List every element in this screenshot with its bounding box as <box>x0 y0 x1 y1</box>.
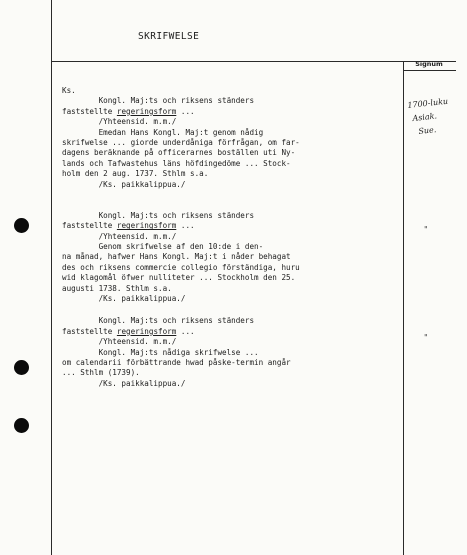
text-line: faststellte regeringsform ... <box>62 326 195 336</box>
signum-header-rule <box>403 70 456 71</box>
text-line: /Yhteensid. m.m./ <box>62 117 177 127</box>
punch-hole-3 <box>14 418 29 433</box>
entry-3 <box>62 316 397 389</box>
text-line: om calendarii förbättrande hwad påske-termin angår <box>62 357 291 367</box>
text-line: /Ks. paikkalippua./ <box>62 378 186 388</box>
underlined-text: regeringsform <box>116 106 177 116</box>
text-line: /Yhteensid. m.m./ <box>62 337 177 347</box>
text-line: skrifwelse ... giorde underdåniga förfrågan, om far- <box>62 137 300 147</box>
punch-hole-2 <box>14 360 29 375</box>
text-line: na månad, hafwer Hans Kongl. Maj:t i nåder behagat <box>62 252 291 262</box>
underlined-text: regeringsform <box>116 221 177 231</box>
left-margin-line <box>51 0 52 555</box>
text-line: Kongl. Maj:ts och riksens ständers <box>62 316 255 326</box>
text-line: wid klagomål öfwer nulliteter ... Stockholm den 25. <box>62 273 296 283</box>
signum-note-1-line-2: Asiak. <box>412 111 438 123</box>
entry-1 <box>62 86 397 190</box>
text-line: des och riksens commercie collegio förständiga, huru <box>62 262 300 272</box>
text-line: faststellte regeringsform ... <box>62 221 195 231</box>
text-line: holm den 2 aug. 1737. Sthlm s.a. <box>62 169 209 179</box>
signum-column-line <box>403 61 404 555</box>
signum-note-1-line-3: Sue. <box>418 125 437 136</box>
text-line: dagens beräknande på officerarnes boställen uti Ny- <box>62 148 296 158</box>
text-line: ... Sthlm (1739). <box>62 368 140 378</box>
entry-2 <box>62 211 397 305</box>
signum-note-3: " <box>424 333 428 342</box>
header-rule <box>51 61 456 62</box>
text-line: /Ks. paikkalippua./ <box>62 179 186 189</box>
punch-hole-1 <box>14 218 29 233</box>
text-line: faststellte regeringsform ... <box>62 106 195 116</box>
signum-label: Signum <box>415 60 443 68</box>
text-line: Emedan Hans Kongl. Maj:t genom nådig <box>62 127 264 137</box>
signum-note-2: " <box>424 225 428 234</box>
signum-note-1-line-1: 1700-luku <box>407 96 449 110</box>
text-line: Genom skrifwelse af den 10:de i den- <box>62 242 264 252</box>
text-line: Kongl. Maj:ts nådiga skrifwelse ... <box>62 347 259 357</box>
card-title: SKRIFWELSE <box>138 31 200 42</box>
text-line: augusti 1738. Sthlm s.a. <box>62 283 172 293</box>
text-line: lands och Tafwastehus läns höfdingedöme ... Stock- <box>62 158 291 168</box>
text-line: /Ks. paikkalippua./ <box>62 294 186 304</box>
text-line: Kongl. Maj:ts och riksens ständers <box>62 210 255 220</box>
text-line: /Yhteensid. m.m./ <box>62 231 177 241</box>
text-line: Kongl. Maj:ts och riksens ständers <box>62 96 255 106</box>
underlined-text: regeringsform <box>116 326 177 336</box>
text-line: Ks. <box>62 86 76 95</box>
card-body <box>62 86 397 389</box>
